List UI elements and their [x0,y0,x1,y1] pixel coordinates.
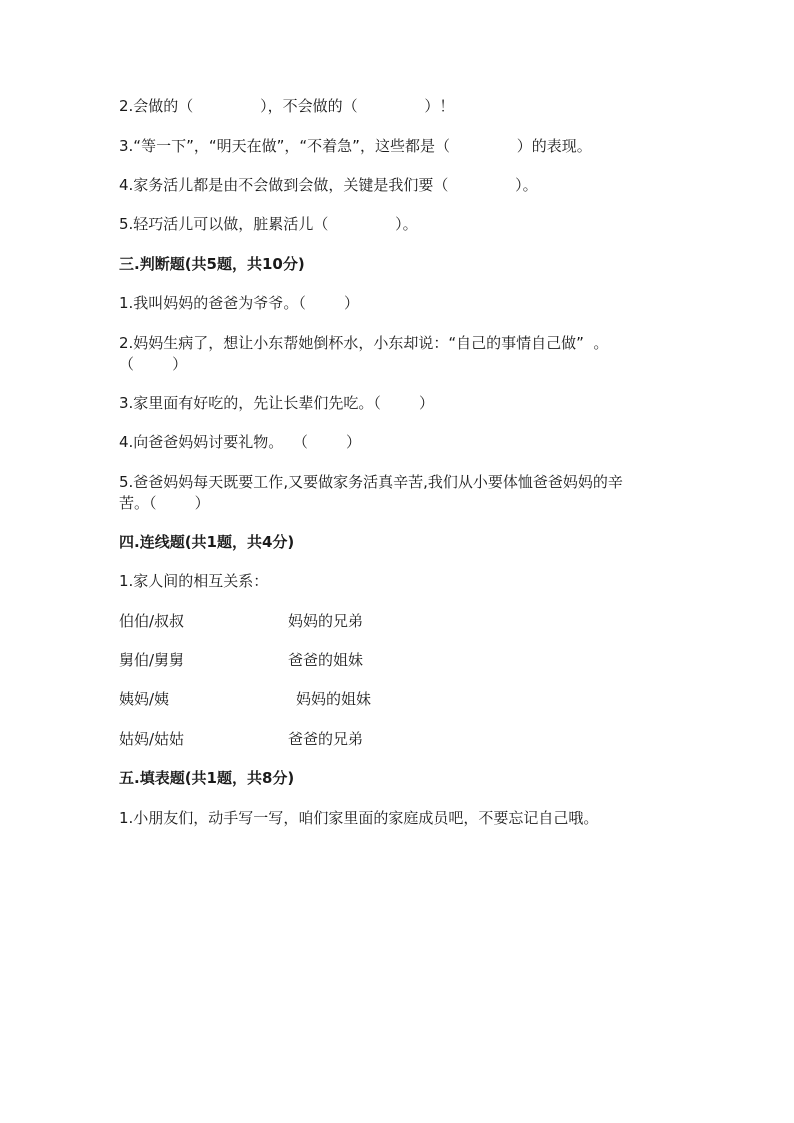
judge-question-4: 4.向爸爸妈妈讨要礼物。 （ ） [119,433,361,451]
fill-blank-question-5: 5.轻巧活儿可以做，脏累活儿（ ）。 [119,215,418,233]
table-question-1: 1.小朋友们，动手写一写，咱们家里面的家庭成员吧，不要忘记自己哦。 [119,809,599,827]
matching-right-item-1: 妈妈的兄弟 [288,612,364,630]
section-4-heading: 四.连线题(共1题，共4分) [119,533,295,551]
matching-question-1: 1.家人间的相互关系： [119,572,269,590]
matching-left-item-2: 舅伯/舅舅 [119,651,185,669]
judge-question-1: 1.我叫妈妈的爸爸为爷爷。（ ） [119,294,359,312]
section-3-heading: 三.判断题(共5题，共10分) [119,255,305,273]
matching-right-item-2: 爸爸的姐妹 [288,651,364,669]
matching-left-item-4: 姑妈/姑姑 [119,730,185,748]
section-5-heading: 五.填表题(共1题，共8分) [119,769,295,787]
matching-left-item-3: 姨妈/姨 [119,690,170,708]
matching-right-item-4: 爸爸的兄弟 [288,730,364,748]
fill-blank-question-3: 3.“等一下”，“明天在做”，“不着急”，这些都是（ ）的表现。 [119,137,592,155]
judge-question-2-line-2: （ ） [119,355,188,373]
matching-right-item-3: 妈妈的姐妹 [296,690,372,708]
matching-left-item-1: 伯伯/叔叔 [119,612,185,630]
judge-question-5-line-1: 5.爸爸妈妈每天既要工作,又要做家务活真辛苦,我们从小要体恤爸爸妈妈的辛 [119,473,623,491]
judge-question-5-line-2: 苦。（ ） [119,494,210,512]
judge-question-2-line-1: 2.妈妈生病了，想让小东帮她倒杯水，小东却说：“自己的事情自己做” 。 [119,334,609,352]
fill-blank-question-2: 2.会做的（ ），不会做的（ ）！ [119,97,455,115]
fill-blank-question-4: 4.家务活儿都是由不会做到会做，关键是我们要（ ）。 [119,176,538,194]
judge-question-3: 3.家里面有好吃的，先让长辈们先吃。（ ） [119,394,434,412]
